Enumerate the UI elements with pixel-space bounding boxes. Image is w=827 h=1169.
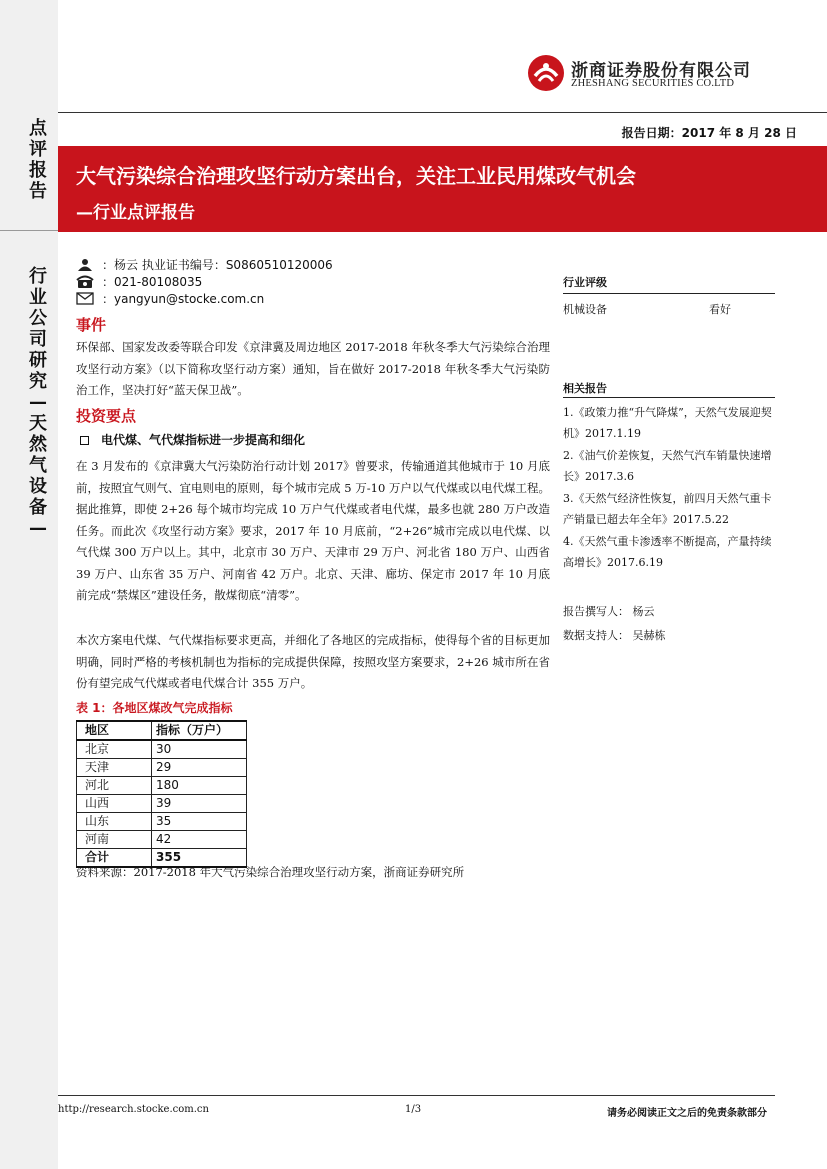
- company-name-cn: 浙商证券股份有限公司: [571, 61, 751, 81]
- table-row: [77, 759, 247, 777]
- vertical-char: 究: [29, 371, 47, 392]
- vertical-char: 行: [29, 266, 47, 287]
- bullet-text: 电代煤、气代煤指标进一步提高和细化: [101, 433, 306, 447]
- vertical-char: 气: [29, 455, 47, 476]
- vertical-char: 业: [29, 287, 47, 308]
- total-value: 355: [152, 849, 247, 868]
- vertical-char: 公: [29, 308, 47, 329]
- phone-icon: [76, 275, 94, 288]
- cell-region: 河南: [77, 831, 152, 849]
- event-heading: 事件: [76, 316, 107, 334]
- analyst-phone: ：021-80108035: [102, 275, 203, 289]
- report-type-text: [27, 118, 49, 202]
- cell-value: 35: [152, 813, 247, 831]
- investment-points-heading: 投资要点: [76, 407, 137, 425]
- footer-url[interactable]: http://research.stocke.com.cn: [58, 1104, 209, 1115]
- zheshang-logo-icon: [527, 54, 565, 92]
- related-report-item[interactable]: 2.《油气价差恢复，天然气汽车销量快速增长》2017.3.6: [563, 449, 772, 483]
- analyst-email-line: [76, 290, 264, 307]
- company-logo: [527, 52, 767, 94]
- targets-table: [76, 720, 247, 868]
- header-target: 指标（万户）: [152, 721, 247, 740]
- vertical-char: 然: [29, 434, 47, 455]
- vertical-char: —: [29, 392, 47, 413]
- category-text: [27, 266, 49, 539]
- rating-row: [563, 301, 775, 317]
- vertical-char: 研: [29, 350, 47, 371]
- cell-region: 北京: [77, 740, 152, 759]
- category-label: [27, 266, 49, 539]
- vertical-char: 备: [29, 497, 47, 518]
- cell-region: 天津: [77, 759, 152, 777]
- cell-value: 42: [152, 831, 247, 849]
- header-region: 地区: [77, 721, 152, 740]
- rating-value: 看好: [709, 303, 731, 316]
- vertical-char: 报: [29, 160, 47, 181]
- related-reports-heading: 相关报告: [563, 382, 607, 395]
- table-row: [77, 813, 247, 831]
- cell-value: 29: [152, 759, 247, 777]
- cell-region: 河北: [77, 777, 152, 795]
- rating-rule: [563, 293, 775, 294]
- vertical-char: 点: [29, 118, 47, 139]
- report-writer: 报告撰写人： 杨云: [563, 605, 655, 618]
- data-supporter: 数据支持人： 吴赫栋: [563, 629, 666, 642]
- event-text: 环保部、国家发改委等联合印发《京津冀及周边地区 2017-2018 年秋冬季大气污染综合治理攻坚行动方案》（以下简称攻坚行动方案）通知，旨在做好 2017-2018 年秋冬季大气污染防治工作，坚决打好“蓝天保卫战”。: [76, 340, 550, 397]
- analyst-name-line: [76, 256, 333, 273]
- related-rule: [563, 397, 775, 398]
- report-type-label: [27, 118, 49, 202]
- rating-industry: 机械设备: [563, 303, 607, 316]
- table-row: [77, 777, 247, 795]
- vertical-char: 告: [29, 181, 47, 202]
- footer-rule: [58, 1095, 775, 1096]
- table-source: 资料来源：2017-2018 年大气污染综合治理攻坚行动方案，浙商证券研究所: [76, 865, 465, 879]
- envelope-icon: [76, 292, 94, 305]
- disclaimer-note: 请务必阅读正文之后的免责条款部分: [607, 1108, 767, 1119]
- rating-heading: 行业评级: [563, 276, 607, 289]
- table-row: [77, 831, 247, 849]
- page-number: 1/3: [405, 1104, 422, 1115]
- table-caption: 表 1：各地区煤改气完成指标: [76, 701, 233, 715]
- related-report-item[interactable]: 3.《天然气经济性恢复，前四月天然气重卡产销量已超去年全年》2017.5.22: [563, 492, 772, 526]
- person-icon: [76, 258, 94, 271]
- table-row: [77, 740, 247, 759]
- related-report-item[interactable]: 4.《天然气重卡渗透率不断提高，产量持续高增长》2017.6.19: [563, 535, 772, 569]
- points-paragraph-1: 在 3 月发布的《京津冀大气污染防治行动计划 2017》曾要求，传输通道其他城市于 10 月底前，按照宜气则气、宜电则电的原则，每个城市完成 5 万-10 万户以气代煤或以电代煤工程。据此推算，即使 2+26 每个城市均完成 10 万户气代煤或者电代煤，最多也就 280 万户改造任务。而此次《攻坚行动方案》要求，2017 年 10 月底前，“2+26”城市完成以电代煤、以气代煤 300 万户以上。其中，北京市 30 万户、天津市 29 万户、河北省 180 万户、山西省 39 万户、山东省 35 万户、河南省 42 万户。北京、天津、廊坊、保定市 2017 年 10 月底前完成“禁煤区”建设任务，散煤彻底“清零”。: [76, 459, 550, 602]
- vertical-char: —: [29, 518, 47, 539]
- cell-value: 39: [152, 795, 247, 813]
- vertical-char: 设: [29, 476, 47, 497]
- table-row: [77, 795, 247, 813]
- cell-value: 30: [152, 740, 247, 759]
- points-paragraph-2: 本次方案电代煤、气代煤指标要求更高，并细化了各地区的完成指标，使得每个省的目标更加明确，同时严格的考核机制也为指标的完成提供保障，按照攻坚方案要求，2+26 城市所在省份有望完成气代煤或者电代煤合计 355 万户。: [76, 633, 550, 690]
- sidebar-divider: [0, 230, 58, 231]
- cell-region: 山东: [77, 813, 152, 831]
- vertical-char: 评: [29, 139, 47, 160]
- report-title: 大气污染综合治理攻坚行动方案出台，关注工业民用煤改气机会: [76, 164, 636, 188]
- analyst-name: ：杨云 执业证书编号：S0860510120006: [102, 258, 333, 272]
- company-name-en: ZHESHANG SECURITIES CO.LTD: [571, 78, 735, 89]
- checkbox-bullet-icon: [80, 436, 89, 445]
- cell-value: 180: [152, 777, 247, 795]
- cell-region: 山西: [77, 795, 152, 813]
- bullet-heading: [76, 431, 305, 448]
- related-report-item[interactable]: 1.《政策力推“升气降煤”，天然气发展迎契机》2017.1.19: [563, 406, 772, 440]
- vertical-char: 司: [29, 329, 47, 350]
- analyst-phone-line: [76, 273, 202, 290]
- total-label: 合计: [77, 849, 152, 868]
- table-header-row: [77, 721, 247, 740]
- header-rule: [58, 112, 827, 113]
- report-subtitle: —行业点评报告: [76, 203, 195, 223]
- vertical-char: 天: [29, 413, 47, 434]
- report-date: 报告日期：2017 年 8 月 28 日: [621, 126, 797, 140]
- analyst-email[interactable]: ：yangyun@stocke.com.cn: [102, 292, 265, 306]
